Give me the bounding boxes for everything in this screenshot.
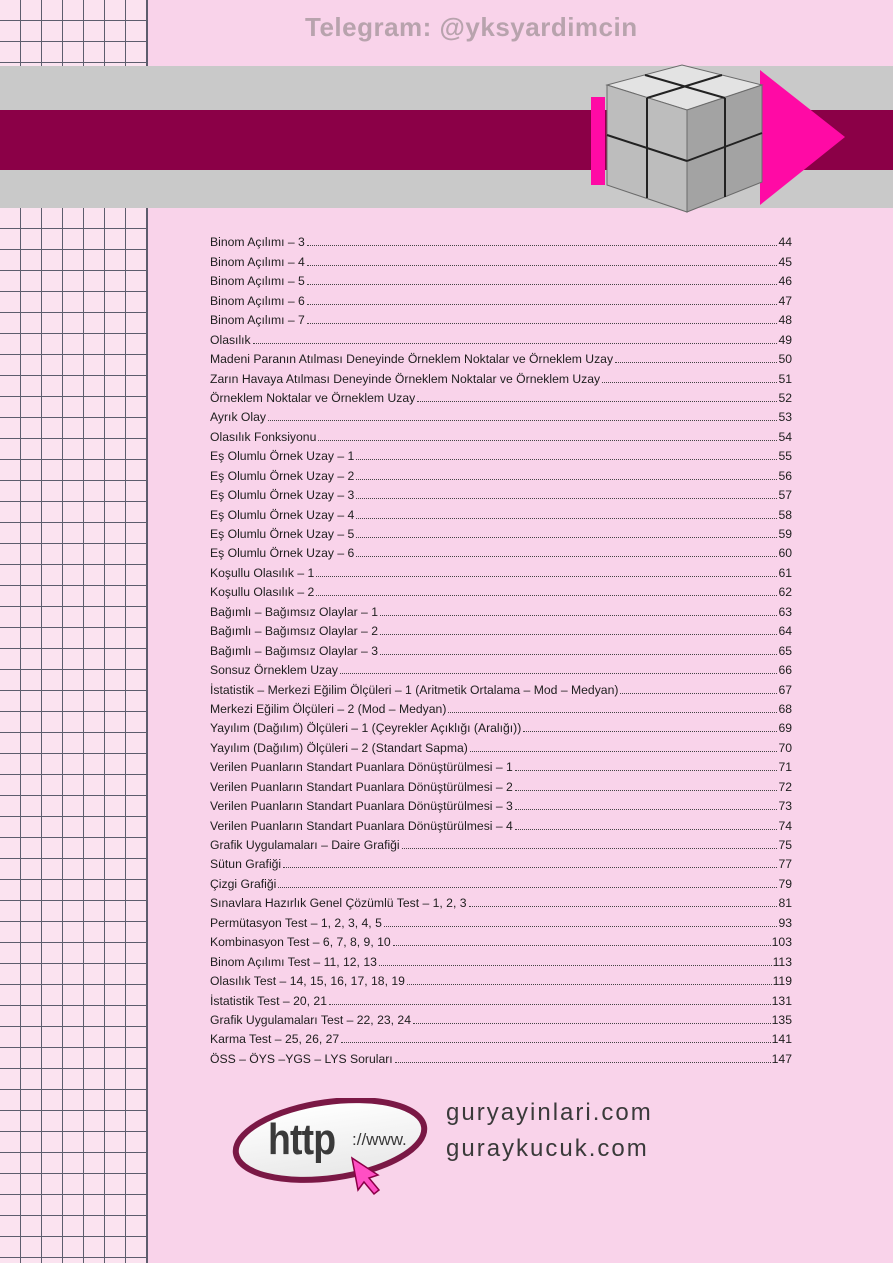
toc-entry-page: 60 [778,546,792,561]
grid-paper-margin [0,208,148,1263]
toc-leader-dots [470,751,778,752]
toc-leader-dots [407,984,772,985]
toc-entry-title: Verilen Puanların Standart Puanlara Dönüştürülmesi – 4 [210,818,513,833]
toc-leader-dots [515,829,778,830]
toc-entry[interactable] [210,833,792,852]
toc-entry[interactable] [210,580,792,599]
toc-entry-page: 50 [778,352,792,367]
toc-entry-title: Zarın Havaya Atılması Deneyinde Örneklem Noktalar ve Örneklem Uzay [210,371,601,386]
toc-leader-dots [356,459,777,460]
toc-entry-page: 81 [778,896,792,911]
toc-entry-page: 52 [778,390,792,405]
toc-entry-title: İstatistik Test – 20, 21 [210,993,327,1008]
toc-entry-title: Olasılık Test – 14, 15, 16, 17, 18, 19 [210,974,405,989]
toc-entry[interactable] [210,755,792,774]
toc-entry[interactable] [210,910,792,929]
toc-entry[interactable] [210,677,792,696]
toc-entry-page: 71 [778,760,792,775]
toc-entry-page: 74 [778,818,792,833]
toc-entry-title: Verilen Puanların Standart Puanlara Dönüştürülmesi – 1 [210,760,513,775]
toc-entry-page: 72 [778,779,792,794]
toc-entry-page: 131 [771,993,792,1008]
toc-leader-dots [393,945,771,946]
toc-entry-title: Binom Açılımı – 3 [210,235,305,250]
toc-leader-dots [307,245,778,246]
toc-entry-title: Kombinasyon Test – 6, 7, 8, 9, 10 [210,935,391,950]
toc-entry[interactable] [210,697,792,716]
toc-leader-dots [356,498,777,499]
toc-entry-title: Koşullu Olasılık – 2 [210,585,315,600]
toc-leader-dots [402,848,778,849]
toc-entry-title: Yayılım (Dağılım) Ölçüleri – 1 (Çeyrekler Açıklığı (Aralığı)) [210,721,522,736]
toc-entry-page: 147 [771,1051,792,1066]
toc-leader-dots [620,693,777,694]
toc-entry[interactable] [210,327,792,346]
cube-icon [597,60,772,220]
toc-entry-page: 70 [778,740,792,755]
toc-entry-title: Yayılım (Dağılım) Ölçüleri – 2 (Standart Sapma) [210,740,468,755]
toc-entry[interactable] [210,658,792,677]
toc-entry[interactable] [210,813,792,832]
toc-entry-title: Bağımlı – Bağımsız Olaylar – 1 [210,604,378,619]
toc-entry[interactable] [210,1027,792,1046]
toc-leader-dots [515,770,778,771]
toc-entry-page: 62 [778,585,792,600]
toc-entry-title: Bağımlı – Bağımsız Olaylar – 3 [210,643,378,658]
toc-leader-dots [356,556,777,557]
toc-leader-dots [316,576,777,577]
toc-entry-page: 63 [778,604,792,619]
toc-leader-dots [413,1023,771,1024]
toc-entry-page: 73 [778,799,792,814]
toc-entry[interactable] [210,735,792,754]
toc-leader-dots [316,595,777,596]
toc-leader-dots [615,362,777,363]
telegram-header: Telegram: @yksyardimcin [305,12,638,42]
toc-entry-page: 93 [778,915,792,930]
website-link-2[interactable]: guraykucuk.com [446,1135,649,1162]
toc-leader-dots [380,634,777,635]
toc-leader-dots [523,731,777,732]
toc-entry-page: 57 [778,488,792,503]
toc-entry-page: 68 [778,701,792,716]
toc-entry-page: 64 [778,624,792,639]
website-link-1[interactable]: guryayinlari.com [446,1099,653,1126]
toc-entry[interactable] [210,988,792,1007]
toc-leader-dots [283,867,777,868]
toc-entry-title: Binom Açılımı – 5 [210,274,305,289]
toc-leader-dots [469,906,778,907]
toc-entry-page: 55 [778,449,792,464]
toc-entry[interactable] [210,1008,792,1027]
toc-leader-dots [329,1004,771,1005]
toc-entry-title: Eş Olumlu Örnek Uzay – 4 [210,507,355,522]
toc-entry-page: 61 [778,565,792,580]
toc-entry-page: 67 [778,682,792,697]
toc-entry-page: 79 [778,876,792,891]
toc-entry-page: 69 [778,721,792,736]
toc-entry[interactable] [210,716,792,735]
toc-entry-title: İstatistik – Merkezi Eğilim Ölçüleri – 1 (Aritmetik Ortalama – Mod – Medyan) [210,682,619,697]
toc-entry[interactable] [210,483,792,502]
toc-leader-dots [380,654,777,655]
toc-leader-dots [268,420,777,421]
toc-leader-dots [278,887,777,888]
toc-entry-title: Binom Açılımı – 7 [210,313,305,328]
toc-entry-title: Sınavlara Hazırlık Genel Çözümlü Test – 1, 2, 3 [210,896,467,911]
toc-entry-page: 48 [778,313,792,328]
toc-entry[interactable] [210,852,792,871]
toc-entry-page: 53 [778,410,792,425]
toc-entry-page: 47 [778,293,792,308]
toc-entry[interactable] [210,794,792,813]
toc-leader-dots [395,1062,771,1063]
toc-entry-title: Koşullu Olasılık – 1 [210,565,315,580]
toc-leader-dots [379,965,772,966]
toc-leader-dots [417,401,777,402]
toc-entry-title: Madeni Paranın Atılması Deneyinde Örneklem Noktalar ve Örneklem Uzay [210,352,614,367]
arrow-icon [760,70,850,205]
toc-entry-page: 135 [771,1012,792,1027]
toc-entry-title: Örneklem Noktalar ve Örneklem Uzay [210,390,416,405]
toc-entry[interactable] [210,891,792,910]
toc-leader-dots [307,304,778,305]
toc-entry[interactable] [210,230,792,249]
toc-entry[interactable] [210,930,792,949]
toc-entry[interactable] [210,308,792,327]
toc-leader-dots [307,265,778,266]
toc-entry[interactable] [210,1046,792,1065]
toc-leader-dots [356,537,777,538]
toc-entry[interactable] [210,502,792,521]
toc-entry-title: Bağımlı – Bağımsız Olaylar – 2 [210,624,378,639]
toc-entry[interactable] [210,560,792,579]
toc-entry-title: Grafik Uygulamaları – Daire Grafiği [210,838,400,852]
toc-entry[interactable] [210,463,792,482]
toc-entry[interactable] [210,347,792,366]
toc-entry-page: 113 [772,954,792,969]
toc-entry-title: ÖSS – ÖYS –YGS – LYS Soruları [210,1051,393,1066]
toc-leader-dots [380,615,777,616]
toc-entry-title: Binom Açılımı – 6 [210,293,305,308]
toc-entry-title: Verilen Puanların Standart Puanlara Dönüştürülmesi – 2 [210,779,513,794]
toc-entry-page: 54 [778,429,792,444]
toc-entry-page: 103 [771,935,792,950]
toc-entry-title: Binom Açılımı Test – 11, 12, 13 [210,954,377,969]
toc-entry-title: Eş Olumlu Örnek Uzay – 5 [210,527,355,541]
toc-entry[interactable] [210,522,792,541]
toc-entry-title: Eş Olumlu Örnek Uzay – 1 [210,449,355,464]
toc-entry[interactable] [210,444,792,463]
toc-entry-page: 119 [772,974,792,989]
toc-entry-page: 44 [778,235,792,250]
toc-entry[interactable] [210,599,792,618]
table-of-contents [210,230,792,1066]
toc-entry-page: 58 [778,507,792,522]
toc-entry-title: Karma Test – 25, 26, 27 [210,1032,340,1047]
toc-entry[interactable] [210,774,792,793]
toc-entry-page: 141 [771,1032,792,1047]
toc-leader-dots [515,790,778,791]
toc-entry-page: 77 [778,857,792,872]
toc-leader-dots [515,809,778,810]
toc-entry[interactable] [210,541,792,560]
toc-entry-title: Çizgi Grafiği [210,876,277,891]
toc-leader-dots [384,926,778,927]
toc-entry-page: 51 [778,371,792,386]
toc-entry-title: Eş Olumlu Örnek Uzay – 6 [210,546,355,561]
toc-entry-title: Permütasyon Test – 1, 2, 3, 4, 5 [210,915,382,930]
toc-entry-title: Olasılık Fonksiyonu [210,429,317,444]
toc-entry-title: Merkezi Eğilim Ölçüleri – 2 (Mod – Medyan) [210,701,447,716]
toc-leader-dots [356,518,777,519]
toc-entry[interactable] [210,405,792,424]
toc-entry[interactable] [210,386,792,405]
toc-leader-dots [307,284,778,285]
toc-leader-dots [307,323,778,324]
toc-entry-page: 65 [778,643,792,658]
www-label: ://www. [352,1130,407,1149]
toc-leader-dots [356,479,777,480]
toc-entry[interactable] [210,619,792,638]
toc-entry-page: 45 [778,254,792,269]
toc-leader-dots [318,440,777,441]
toc-leader-dots [448,712,777,713]
toc-entry-page: 75 [778,838,792,852]
toc-entry[interactable] [210,424,792,443]
toc-entry-page: 59 [778,527,792,541]
toc-entry[interactable] [210,288,792,307]
toc-entry[interactable] [210,949,792,968]
http-label: http [268,1115,336,1164]
toc-entry[interactable] [210,366,792,385]
toc-entry-page: 46 [778,274,792,289]
toc-leader-dots [602,382,777,383]
toc-entry[interactable] [210,269,792,288]
toc-leader-dots [341,1042,770,1043]
toc-entry-page: 66 [778,663,792,678]
toc-leader-dots [340,673,777,674]
toc-entry[interactable] [210,969,792,988]
toc-entry[interactable] [210,871,792,890]
toc-entry-title: Ayrık Olay [210,410,266,425]
toc-entry-title: Binom Açılımı – 4 [210,254,305,269]
toc-entry[interactable] [210,638,792,657]
toc-entry-title: Sütun Grafiği [210,857,282,872]
toc-leader-dots [253,343,778,344]
toc-entry-title: Grafik Uygulamaları Test – 22, 23, 24 [210,1012,411,1027]
toc-entry-title: Verilen Puanların Standart Puanlara Dönüştürülmesi – 3 [210,799,513,814]
toc-entry-title: Eş Olumlu Örnek Uzay – 2 [210,468,355,483]
grid-paper-top [0,0,148,66]
toc-entry[interactable] [210,249,792,268]
toc-entry-title: Sonsuz Örneklem Uzay [210,663,339,678]
toc-entry-page: 56 [778,468,792,483]
toc-entry-title: Eş Olumlu Örnek Uzay – 3 [210,488,355,503]
toc-entry-page: 49 [778,332,792,347]
toc-entry-title: Olasılık [210,332,251,347]
